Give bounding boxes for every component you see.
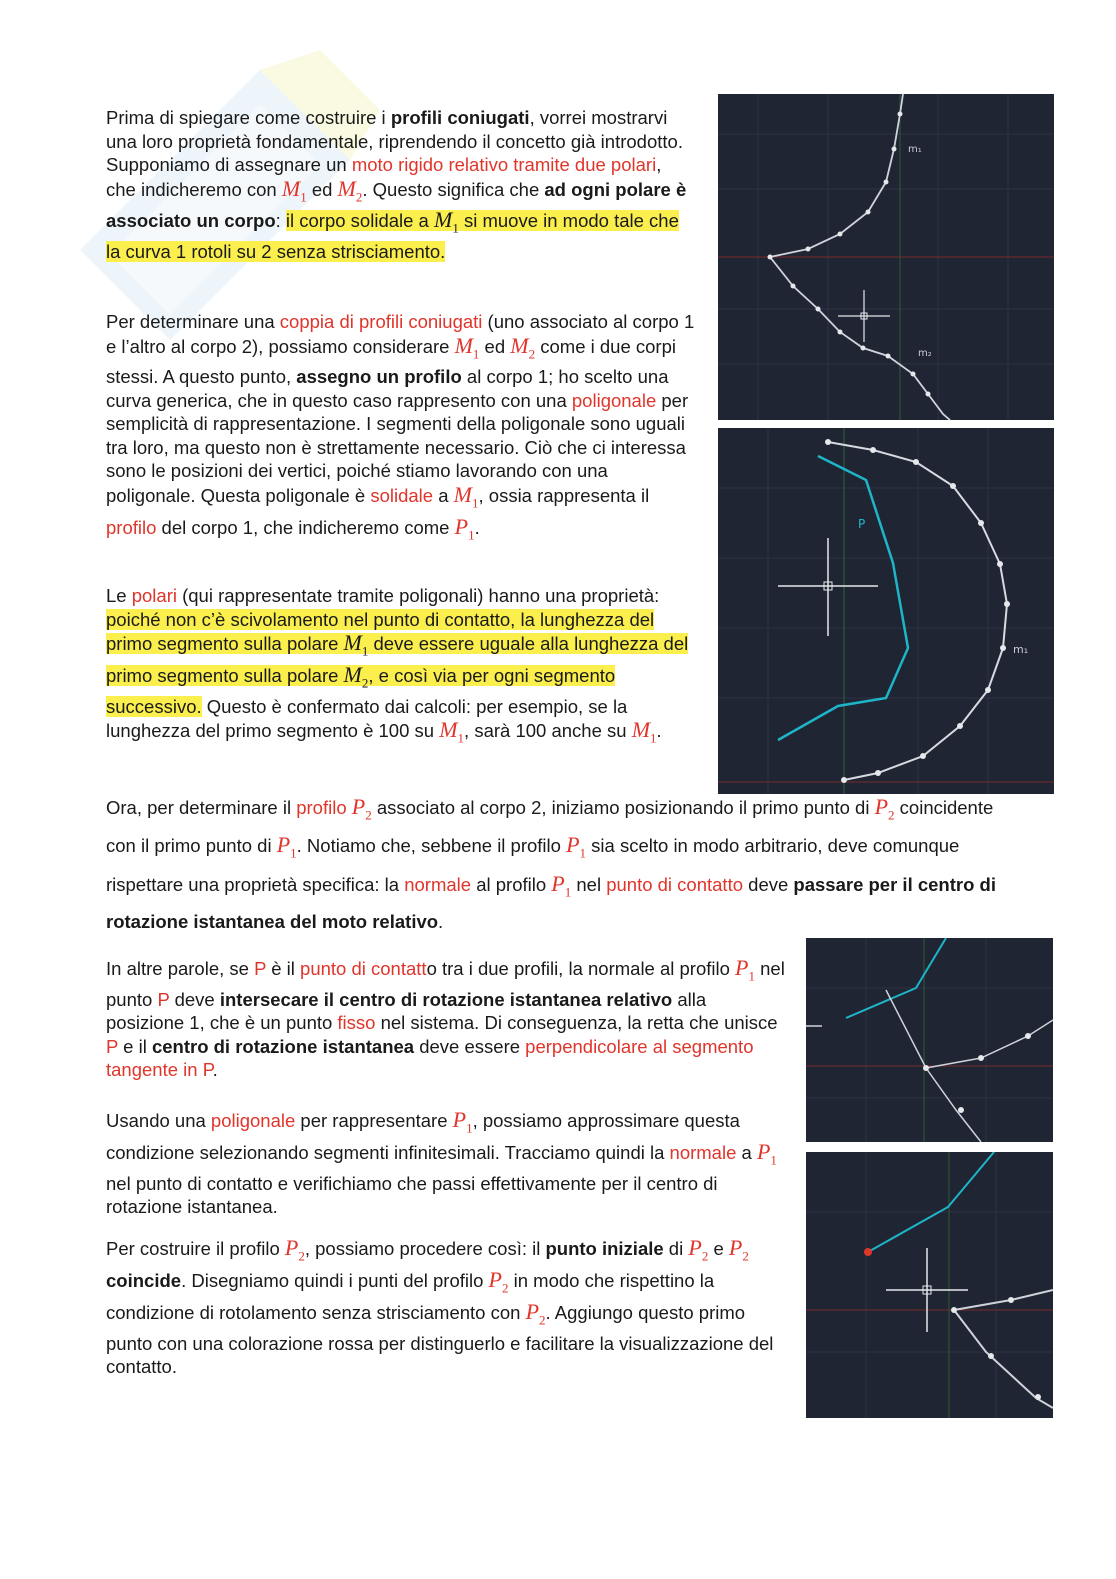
svg-text:P: P [858, 517, 866, 531]
paragraph-polars: Le polari (qui rappresentate tramite poligonali) hanno una proprietà: poiché non c’è scivolamento nel punto di contatto, la lunghezza del primo segmento sulla polare $M_1$ deve essere uguale alla lunghezza del primo segmento sulla polare $M_2$, e così via per ogni segmento successivo. Questo è confermato dai calcoli: per esempio, se la lunghezza del primo segmento è 100 su $M_1$, sarà 100 anche su $M_1$. [106, 585, 689, 746]
math-m1: $M_1$ [343, 630, 369, 659]
math-p1: $P_1$ [276, 832, 297, 861]
math-m1: $M_1$ [454, 332, 480, 361]
math-m1: $M_1$ [453, 481, 479, 511]
math-p2: $P_2$ [525, 1298, 546, 1328]
math-p1: $P_1$ [756, 1138, 777, 1168]
figure-first-point [806, 1152, 1053, 1418]
math-p2: $P_2$ [728, 1235, 749, 1264]
paragraph-polygonal: Usando una poligonale per rappresentare $P_1$, possiamo approssimare questa condizione selezionando segmenti infinitesimali. Tracciamo quindi la normale a $P_1$ nel punto di contatto e verifichiamo che passi effettivamente per il centro di rotazione istantanea. [106, 1107, 777, 1218]
paragraph-profiles: Per determinare una coppia di profili coniugati (uno associato al corpo 1 e l’altro al corpo 2), possiamo considerare $M_1$ ed $M_2$ come i due corpi stessi. A questo punto, assegno un profilo al corpo 1; ho scelto una curva generica, che in questo caso rappresento con una poligonale per semplicità di rappresentazione. I segmenti della poligonale sono uguali tra loro, ma questo non è strettamente necessario. Ciò che ci interessa sono le posizioni dei vertici, poiché stiamo lavorando con una poligonale. Questa poligonale è solidale a $M_1$, ossia rappresenta il profilo del corpo 1, che indicheremo come $P_1$. [106, 311, 695, 543]
figure-normal [806, 938, 1053, 1142]
svg-text:m₁: m₁ [908, 144, 922, 155]
svg-text:m₁: m₁ [1013, 643, 1029, 656]
math-p2: $P_2$ [688, 1235, 709, 1264]
figure-polars [718, 94, 1054, 420]
math-m2: $M_2$ [337, 175, 363, 204]
paragraph-intro: Prima di spiegare come costruire i profili coniugati, vorrei mostrarvi una loro proprietà fondamentale, riprendendo il concetto già introdotto. Supponiamo di assegnare un moto rigido relativo tramite due polari, che indicheremo con $M_1$ ed $M_2$. Questo significa che ad ogni polare è associato un corpo: il corpo solidale a $M_1$ si muove in modo tale che la curva 1 rotoli su 2 senza strisciamento. [106, 107, 687, 263]
math-m1: $M_1$ [434, 207, 459, 236]
math-m2: $M_2$ [510, 332, 536, 361]
math-p2: $P_2$ [351, 794, 372, 823]
paragraph-construct-p2: Per costruire il profilo $P_2$, possiamo procedere così: il punto iniziale di $P_2$ e $P_2$ coincide. Disegniamo quindi i punti del profilo $P_2$ in modo che rispettino la condizione di rotolamento senza strisciamento con $P_2$. Aggiungo questo primo punto con una colorazione rossa per distinguerlo e facilitare la visualizzazione del contatto. [106, 1235, 774, 1378]
math-p1: $P_1$ [452, 1107, 473, 1136]
figure-profile [718, 428, 1054, 794]
math-p2: $P_2$ [488, 1266, 509, 1296]
math-p2: $P_2$ [284, 1235, 305, 1264]
paragraph-normal: In altre parole, se P è il punto di contatto tra i due profili, la normale al profilo $P_1$ nel punto P deve intersecare il centro di rotazione istantanea relativo alla posizione 1, che è un punto fisso nel sistema. Di conseguenza, la retta che unisce P e il centro di rotazione istantanea deve essere perpendicolare al segmento tangente in P. [106, 955, 785, 1081]
math-m1: $M_1$ [631, 717, 657, 746]
math-m1: $M_1$ [281, 175, 307, 204]
svg-text:m₂: m₂ [918, 348, 932, 359]
math-m1: $M_1$ [439, 717, 465, 746]
math-p1: $P_1$ [566, 832, 587, 861]
math-p1: $P_1$ [551, 870, 572, 900]
math-p2: $P_2$ [874, 794, 895, 823]
math-m2: $M_2$ [343, 661, 369, 691]
paragraph-p2-start: Ora, per determinare il profilo $P_2$ associato al corpo 2, iniziamo posizionando il primo punto di $P_2$ coincidente con il primo punto di $P_1$. Notiamo che, sebbene il profilo $P_1$ sia scelto in modo arbitrario, deve comunque rispettare una proprietà specifica: la normale al profilo $P_1$ nel punto di contatto deve passare per il centro di rotazione istantanea del moto relativo. [106, 794, 996, 933]
math-p1: $P_1$ [735, 955, 755, 984]
math-p1: $P_1$ [454, 513, 475, 543]
